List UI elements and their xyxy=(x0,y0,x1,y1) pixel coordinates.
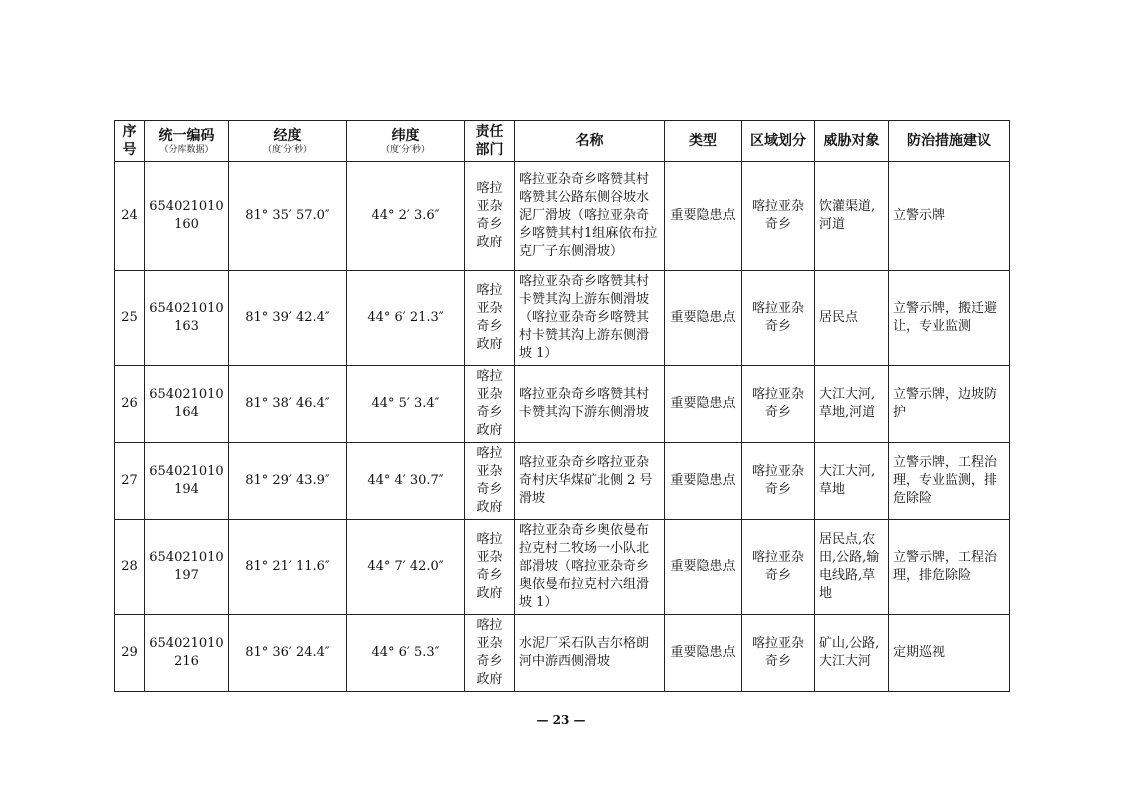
cell-measure: 立警示牌，搬迁避让，专业监测 xyxy=(889,271,1010,366)
cell-name: 喀拉亚杂奇乡喀赞其村卡赞其沟上游东侧滑坡（喀拉亚杂奇乡喀赞其村卡赞其沟上游东侧滑坡 1） xyxy=(515,271,665,366)
cell-dept: 喀拉亚杂奇乡政府 xyxy=(465,271,515,366)
cell-measure: 立警示牌，边坡防护 xyxy=(889,366,1010,443)
cell-latitude: 44° 5′ 3.4″ xyxy=(347,366,465,443)
cell-longitude: 81° 21′ 11.6″ xyxy=(229,520,347,615)
cell-code: 654021010164 xyxy=(145,366,229,443)
cell-measure: 立警示牌，工程治理，排危除险 xyxy=(889,520,1010,615)
cell-code: 654021010163 xyxy=(145,271,229,366)
cell-type: 重要隐患点 xyxy=(665,366,742,443)
cell-threat: 居民点 xyxy=(815,271,889,366)
cell-longitude: 81° 39′ 42.4″ xyxy=(229,271,347,366)
cell-seq: 25 xyxy=(115,271,145,366)
header-longitude: 经度 （度′分′秒） xyxy=(229,121,347,162)
cell-latitude: 44° 2′ 3.6″ xyxy=(347,162,465,271)
header-region: 区域划分 xyxy=(742,121,815,162)
cell-threat: 矿山,公路,大江大河 xyxy=(815,615,889,692)
cell-seq: 27 xyxy=(115,443,145,520)
cell-seq: 26 xyxy=(115,366,145,443)
cell-seq: 28 xyxy=(115,520,145,615)
cell-code: 654021010197 xyxy=(145,520,229,615)
cell-type: 重要隐患点 xyxy=(665,271,742,366)
cell-name: 喀拉亚杂奇乡喀赞其村卡赞其沟下游东侧滑坡 xyxy=(515,366,665,443)
table-row xyxy=(115,271,1010,366)
cell-seq: 24 xyxy=(115,162,145,271)
page-number: — 23 — xyxy=(536,713,586,727)
cell-region: 喀拉亚杂奇乡 xyxy=(742,615,815,692)
cell-region: 喀拉亚杂奇乡 xyxy=(742,366,815,443)
cell-latitude: 44° 4′ 30.7″ xyxy=(347,443,465,520)
header-measure: 防治措施建议 xyxy=(889,121,1010,162)
cell-dept: 喀拉亚杂奇乡政府 xyxy=(465,162,515,271)
cell-latitude: 44° 7′ 42.0″ xyxy=(347,520,465,615)
cell-measure: 定期巡视 xyxy=(889,615,1010,692)
hazard-points-table xyxy=(114,120,1010,692)
cell-type: 重要隐患点 xyxy=(665,162,742,271)
header-threat: 威胁对象 xyxy=(815,121,889,162)
cell-name: 水泥厂采石队吉尔格朗河中游西侧滑坡 xyxy=(515,615,665,692)
header-dept: 责任部门 xyxy=(465,121,515,162)
cell-longitude: 81° 35′ 57.0″ xyxy=(229,162,347,271)
header-name: 名称 xyxy=(515,121,665,162)
cell-longitude: 81° 38′ 46.4″ xyxy=(229,366,347,443)
cell-type: 重要隐患点 xyxy=(665,615,742,692)
cell-type: 重要隐患点 xyxy=(665,520,742,615)
table-row xyxy=(115,162,1010,271)
cell-code: 654021010216 xyxy=(145,615,229,692)
header-type: 类型 xyxy=(665,121,742,162)
cell-longitude: 81° 36′ 24.4″ xyxy=(229,615,347,692)
cell-threat: 饮灌渠道,河道 xyxy=(815,162,889,271)
cell-latitude: 44° 6′ 21.3″ xyxy=(347,271,465,366)
cell-measure: 立警示牌，工程治理，专业监测，排危除险 xyxy=(889,443,1010,520)
cell-name: 喀拉亚杂奇乡奥依曼布拉克村二牧场一小队北部滑坡（喀拉亚杂奇乡奥依曼布拉克村六组滑坡 1） xyxy=(515,520,665,615)
cell-threat: 居民点,农田,公路,输电线路,草地 xyxy=(815,520,889,615)
cell-dept: 喀拉亚杂奇乡政府 xyxy=(465,615,515,692)
cell-region: 喀拉亚杂奇乡 xyxy=(742,443,815,520)
cell-dept: 喀拉亚杂奇乡政府 xyxy=(465,366,515,443)
cell-dept: 喀拉亚杂奇乡政府 xyxy=(465,520,515,615)
cell-region: 喀拉亚杂奇乡 xyxy=(742,271,815,366)
table-row xyxy=(115,366,1010,443)
cell-measure: 立警示牌 xyxy=(889,162,1010,271)
table-row xyxy=(115,615,1010,692)
table-header-row xyxy=(115,121,1010,162)
cell-code: 654021010194 xyxy=(145,443,229,520)
cell-name: 喀拉亚杂奇乡喀赞其村喀赞其公路东侧谷坡水泥厂滑坡（喀拉亚杂奇乡喀赞其村1组麻依布拉克厂子东侧滑坡） xyxy=(515,162,665,271)
table-row xyxy=(115,443,1010,520)
cell-region: 喀拉亚杂奇乡 xyxy=(742,520,815,615)
cell-code: 654021010160 xyxy=(145,162,229,271)
header-latitude: 纬度 （度′分′秒） xyxy=(347,121,465,162)
cell-longitude: 81° 29′ 43.9″ xyxy=(229,443,347,520)
header-code: 统一编码 （分库数据） xyxy=(145,121,229,162)
cell-type: 重要隐患点 xyxy=(665,443,742,520)
table-row xyxy=(115,520,1010,615)
cell-seq: 29 xyxy=(115,615,145,692)
header-seq: 序号 xyxy=(115,121,145,162)
cell-threat: 大江大河,草地 xyxy=(815,443,889,520)
cell-dept: 喀拉亚杂奇乡政府 xyxy=(465,443,515,520)
cell-region: 喀拉亚杂奇乡 xyxy=(742,162,815,271)
cell-latitude: 44° 6′ 5.3″ xyxy=(347,615,465,692)
cell-threat: 大江大河,草地,河道 xyxy=(815,366,889,443)
cell-name: 喀拉亚杂奇乡喀拉亚杂奇村庆华煤矿北侧 2 号滑坡 xyxy=(515,443,665,520)
